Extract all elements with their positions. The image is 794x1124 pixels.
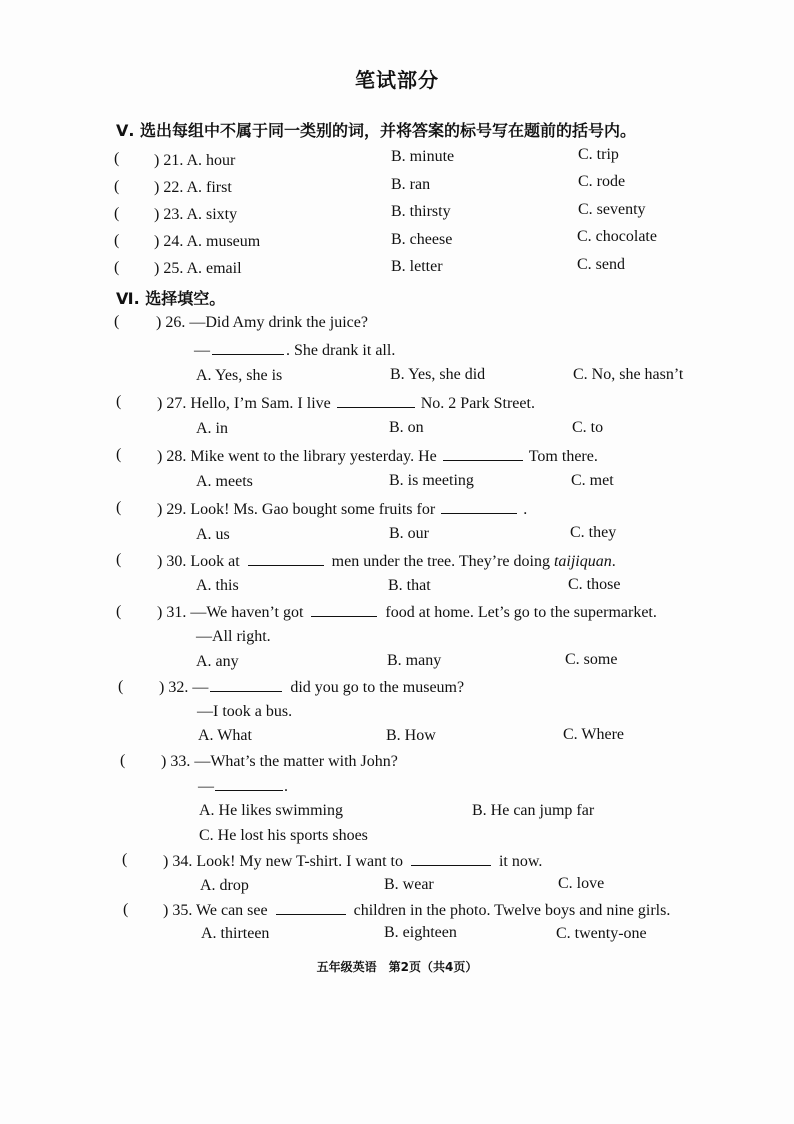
question-stem [157,499,527,520]
answer-bracket: ( [116,551,122,568]
option-a: A. He likes swimming [199,802,343,819]
option-c: C. met [571,472,614,489]
option-a: A. drop [200,877,249,894]
answer-bracket: ( [114,205,120,222]
answer-bracket: ( [114,150,120,167]
option-c: C. trip [578,146,619,163]
answer-blank [443,446,523,461]
reply-text: —I took a bus. [197,703,293,720]
option-c: C. He lost his sports shoes [199,827,368,844]
option-c: C. send [577,256,625,273]
option-c: C. rode [578,173,626,190]
stem-text: ) 31. —We haven’t got [157,604,304,621]
stem-text: men under the tree. They’re doing [331,553,550,570]
question-stem [163,851,542,872]
answer-bracket: ( [114,178,120,195]
question-stem: ) 25. A. email [154,260,242,277]
option-b: B. is meeting [389,472,474,489]
answer-blank [248,551,324,566]
stem-text: Tom there. [528,448,598,465]
answer-bracket: ( [116,446,122,463]
answer-blank [276,900,346,915]
question-stem: ) 21. A. hour [154,152,236,169]
option-c: C. chocolate [577,228,657,245]
option-b: B. Yes, she did [390,366,486,383]
option-b: B. that [388,577,431,594]
option-a: A. any [196,653,239,670]
stem-text: ) 32. — [159,679,209,696]
question-stem [157,446,598,467]
option-a: A. thirteen [201,925,270,942]
option-b: B. on [389,419,424,436]
answer-blank [215,776,283,791]
question-stem [157,602,657,623]
answer-blank [212,340,284,355]
answer-bracket: ( [116,393,122,410]
question-stem [157,551,616,572]
stem-text: ) 34. Look! My new T-shirt. I want to [163,853,403,870]
option-b: B. How [386,727,436,744]
question-stem [159,677,464,698]
answer-bracket: ( [114,313,120,330]
option-c: C. seventy [578,201,646,218]
section-6-heading: Ⅵ. 选择填空。 [116,289,226,308]
answer-bracket: ( [122,851,128,868]
answer-bracket: ( [116,603,122,620]
stem-text: ) 35. We can see [163,902,268,919]
option-b: B. our [389,525,429,542]
answer-bracket: ( [114,259,120,276]
answer-bracket: ( [123,901,129,918]
stem-text: ) 27. Hello, I’m Sam. I live [157,395,331,412]
answer-bracket: ( [118,678,124,695]
option-c: C. to [572,419,604,436]
answer-blank [311,602,377,617]
stem-text: ) 30. Look at [157,553,240,570]
question-stem: ) 23. A. sixty [154,206,238,223]
section-5-heading: Ⅴ. 选出每组中不属于同一类别的词，并将答案的标号写在题前的括号内。 [116,121,637,140]
question-stem: ) 22. A. first [154,179,232,196]
option-a: A. this [196,577,239,594]
option-a: A. meets [196,473,253,490]
answer-blank [411,851,491,866]
italic-term: taijiquan [553,553,612,570]
option-c: C. Where [563,726,625,743]
stem-text: it now. [498,853,543,870]
question-stem [163,900,670,921]
question-stem [157,393,535,414]
option-c: C. No, she hasn’t [573,366,684,383]
answer-line [198,776,288,797]
answer-text: . [284,778,288,795]
option-a: A. What [198,727,252,744]
stem-text: . [611,553,616,570]
option-b: B. thirsty [391,203,451,220]
page-title: 笔试部分 [355,68,439,92]
option-b: B. ran [391,176,431,193]
answer-text: . She drank it all. [286,342,396,359]
answer-bracket: ( [120,752,126,769]
answer-blank [441,499,517,514]
stem-text: ) 29. Look! Ms. Gao bought some fruits for [157,501,436,518]
question-stem: ) 33. —What’s the matter with John? [161,753,398,770]
option-c: C. some [565,651,618,668]
answer-bracket: ( [114,232,120,249]
option-c: C. twenty-one [556,925,647,942]
question-stem: ) 24. A. museum [154,233,261,250]
page-footer: 五年级英语 第2页（共4页） [316,960,478,974]
stem-text: food at home. Let’s go to the supermarket. [385,604,657,621]
stem-text: did you go to the museum? [290,679,465,696]
question-stem: ) 26. —Did Amy drink the juice? [156,314,368,331]
dash: — [194,342,210,359]
option-c: C. love [558,875,605,892]
option-b: B. cheese [391,231,453,248]
stem-text: . [523,501,528,518]
option-b: B. He can jump far [472,802,595,819]
option-a: A. us [196,526,230,543]
option-b: B. minute [391,148,455,165]
option-c: C. those [568,576,621,593]
dash: — [198,778,214,795]
reply-text: —All right. [196,628,271,645]
option-b: B. letter [391,258,443,275]
option-b: B. wear [384,876,434,893]
option-a: A. Yes, she is [196,367,283,384]
answer-line [194,340,395,361]
stem-text: No. 2 Park Street. [420,395,535,412]
answer-blank [337,393,415,408]
option-c: C. they [570,524,617,541]
answer-bracket: ( [116,499,122,516]
option-a: A. in [196,420,228,437]
stem-text: ) 28. Mike went to the library yesterday. He [157,448,437,465]
stem-text: children in the photo. Twelve boys and nine girls. [353,902,671,919]
answer-blank [210,677,282,692]
option-b: B. eighteen [384,924,457,941]
option-b: B. many [387,652,442,669]
